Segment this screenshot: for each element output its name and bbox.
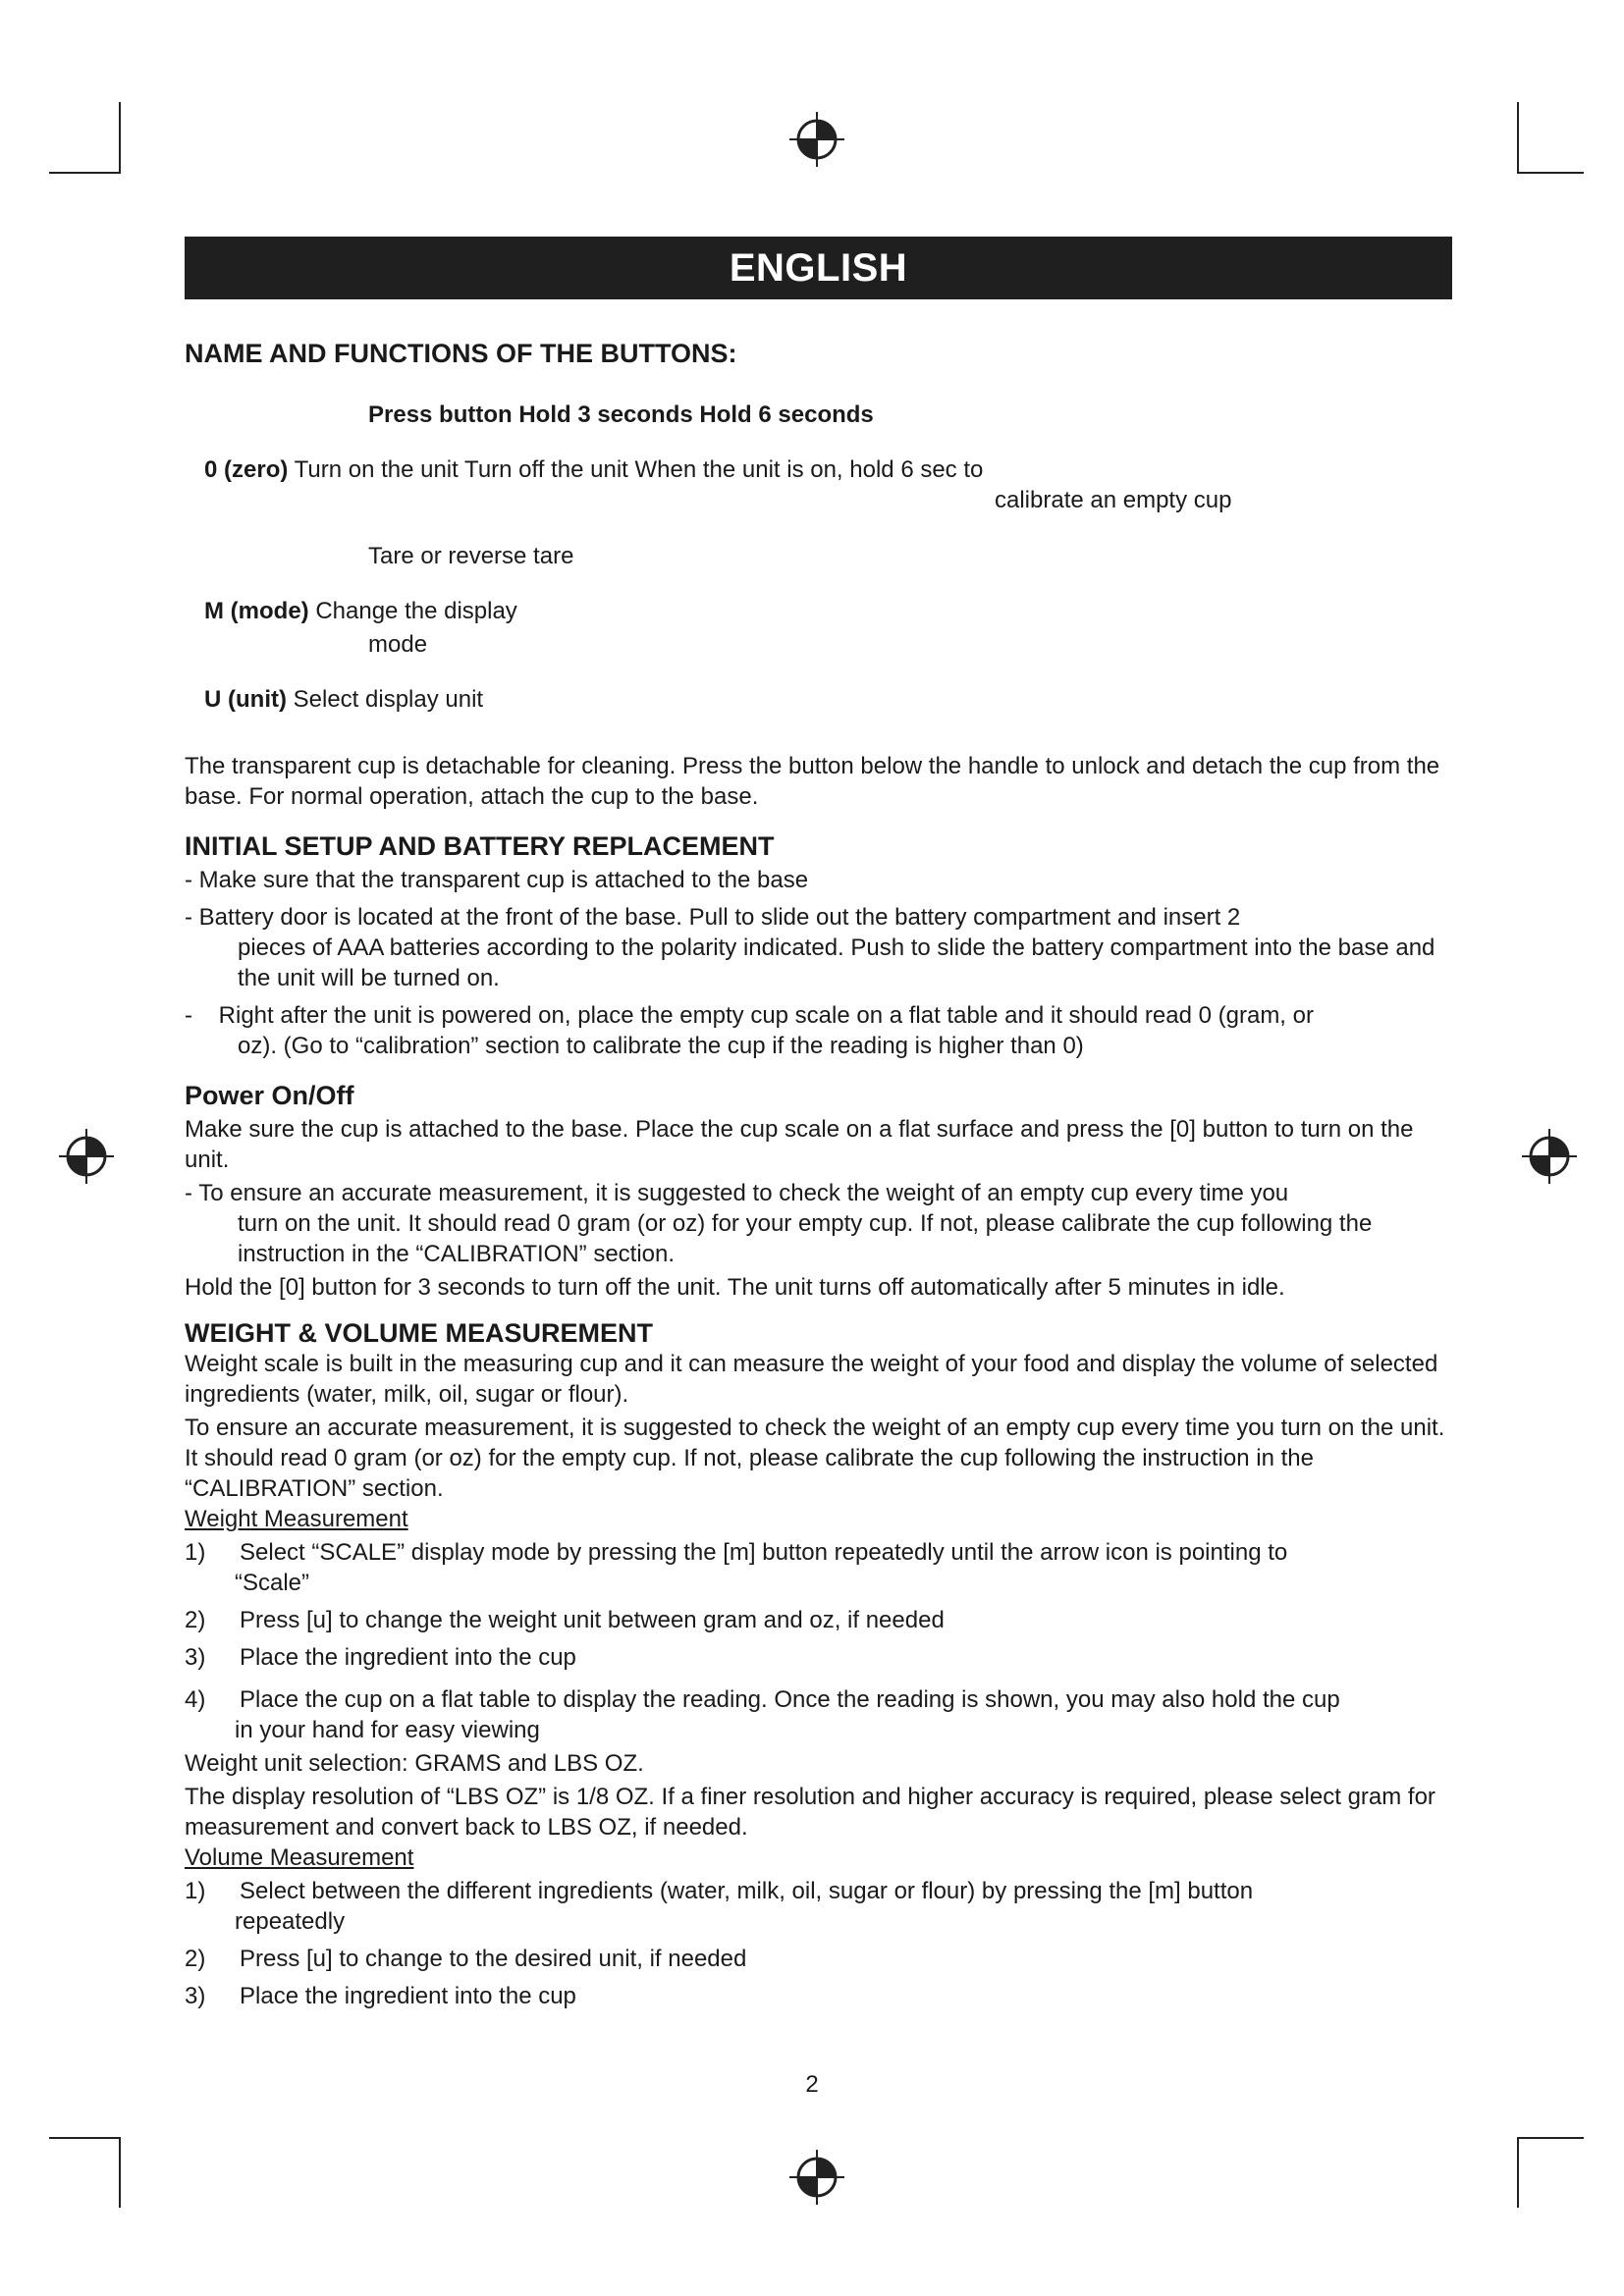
- mode-button-desc-cont: mode: [368, 631, 428, 658]
- zero-button-tare: Tare or reverse tare: [368, 543, 574, 569]
- volume-step-1: 1) Select between the different ingredients (water, milk, oil, sugar or flour) by pressing the [m] button repeatedly: [185, 1878, 1254, 1935]
- weight-resolution-note: The display resolution of “LBS OZ” is 1/8 OZ. If a finer resolution and higher accuracy is required, please select gram for measurement and convert back to LBS OZ, if needed.: [185, 1784, 1435, 1841]
- mode-button-name: M (mode): [204, 598, 309, 624]
- power-heading: Power On/Off: [185, 1081, 354, 1110]
- language-banner: ENGLISH: [185, 237, 1452, 299]
- buttons-column-header: Press button Hold 3 seconds Hold 6 seconds: [368, 401, 874, 428]
- power-off-note: Hold the [0] button for 3 seconds to turn off the unit. The unit turns off automatically after 5 minutes in idle.: [185, 1274, 1285, 1301]
- crop-mark-bottom-right-h: [1517, 2137, 1584, 2139]
- crop-mark-bottom-left-h: [49, 2137, 121, 2139]
- weight-step-4: 4) Place the cup on a flat table to display the reading. Once the reading is shown, you may also hold the cup in your hand for easy viewing: [185, 1686, 1340, 1743]
- setup-item-3: - Right after the unit is powered on, place the empty cup scale on a flat table and it should read 0 (gram, or oz). (Go to “calibration” section to calibrate the cup if the reading is higher than 0): [185, 1002, 1314, 1059]
- setup-heading: INITIAL SETUP AND BATTERY REPLACEMENT: [185, 831, 775, 861]
- unit-button-row: [204, 684, 1451, 715]
- buttons-heading: NAME AND FUNCTIONS OF THE BUTTONS:: [185, 339, 737, 368]
- registration-mark-left-icon: [59, 1129, 114, 1184]
- crop-mark-bottom-right-v: [1517, 2137, 1519, 2208]
- weight-para-2: To ensure an accurate measurement, it is suggested to check the weight of an empty cup every time you turn on the unit. It should read 0 gram (or oz) for the empty cup. If not, please calibrate the cup following the instruction in the “CALIBRATION” section.: [185, 1415, 1445, 1502]
- weight-para-1: Weight scale is built in the measuring cup and it can measure the weight of your food and display the volume of selected ingredients (water, milk, oil, sugar or flour).: [185, 1351, 1438, 1408]
- mode-button-desc: Change the display: [315, 598, 517, 624]
- unit-button-name: U (unit): [204, 686, 287, 713]
- unit-button-desc: Select display unit: [293, 686, 484, 713]
- zero-button-desc: Turn on the unit Turn off the unit When the unit is on, hold 6 sec to: [294, 456, 984, 483]
- mode-button-row: [204, 596, 1451, 626]
- crop-mark-top-left-h: [49, 172, 121, 174]
- crop-mark-top-right-v: [1517, 102, 1519, 173]
- weight-unit-selection: Weight unit selection: GRAMS and LBS OZ.: [185, 1750, 644, 1777]
- zero-button-desc-cont: calibrate an empty cup: [995, 487, 1232, 513]
- page-number: 2: [805, 2071, 819, 2098]
- crop-mark-top-left-v: [119, 102, 121, 173]
- weight-step-1: 1) Select “SCALE” display mode by pressing the [m] button repeatedly until the arrow icon is pointing to “Scale”: [185, 1539, 1288, 1596]
- crop-mark-bottom-left-v: [119, 2137, 121, 2208]
- power-bullet: - To ensure an accurate measurement, it is suggested to check the weight of an empty cup every time you turn on the unit. It should read 0 gram (or oz) for your empty cup. If not, please calibrate the cup following the instruction in the “CALIBRATION” section.: [185, 1180, 1373, 1267]
- weight-step-3: 3) Place the ingredient into the cup: [185, 1644, 576, 1671]
- crop-mark-top-right-h: [1517, 172, 1584, 174]
- setup-item-2: - Battery door is located at the front of the base. Pull to slide out the battery compartment and insert 2 pieces of AAA batteries according to the polarity indicated. Push to slide the battery compartment into the base and the unit will be turned on.: [185, 904, 1435, 991]
- registration-mark-top-icon: [789, 112, 844, 167]
- volume-step-3: 3) Place the ingredient into the cup: [185, 1983, 576, 2009]
- weight-step-2: 2) Press [u] to change the weight unit between gram and oz, if needed: [185, 1607, 945, 1633]
- zero-button-name: 0 (zero): [204, 456, 289, 483]
- volume-measurement-title: Volume Measurement: [185, 1844, 414, 1871]
- volume-step-2: 2) Press [u] to change to the desired unit, if needed: [185, 1946, 747, 1972]
- zero-button-row: [204, 454, 1451, 485]
- weight-heading: WEIGHT & VOLUME MEASUREMENT: [185, 1318, 653, 1348]
- power-intro: Make sure the cup is attached to the base. Place the cup scale on a flat surface and press the [0] button to turn on the unit.: [185, 1116, 1414, 1173]
- registration-mark-right-icon: [1522, 1129, 1577, 1184]
- weight-measurement-title: Weight Measurement: [185, 1506, 408, 1532]
- registration-mark-bottom-icon: [789, 2150, 844, 2205]
- manual-body: [185, 339, 1451, 2011]
- cup-detach-note: The transparent cup is detachable for cleaning. Press the button below the handle to unlock and detach the cup from the base. For normal operation, attach the cup to the base.: [185, 753, 1440, 810]
- setup-item-1: - Make sure that the transparent cup is attached to the base: [185, 867, 809, 893]
